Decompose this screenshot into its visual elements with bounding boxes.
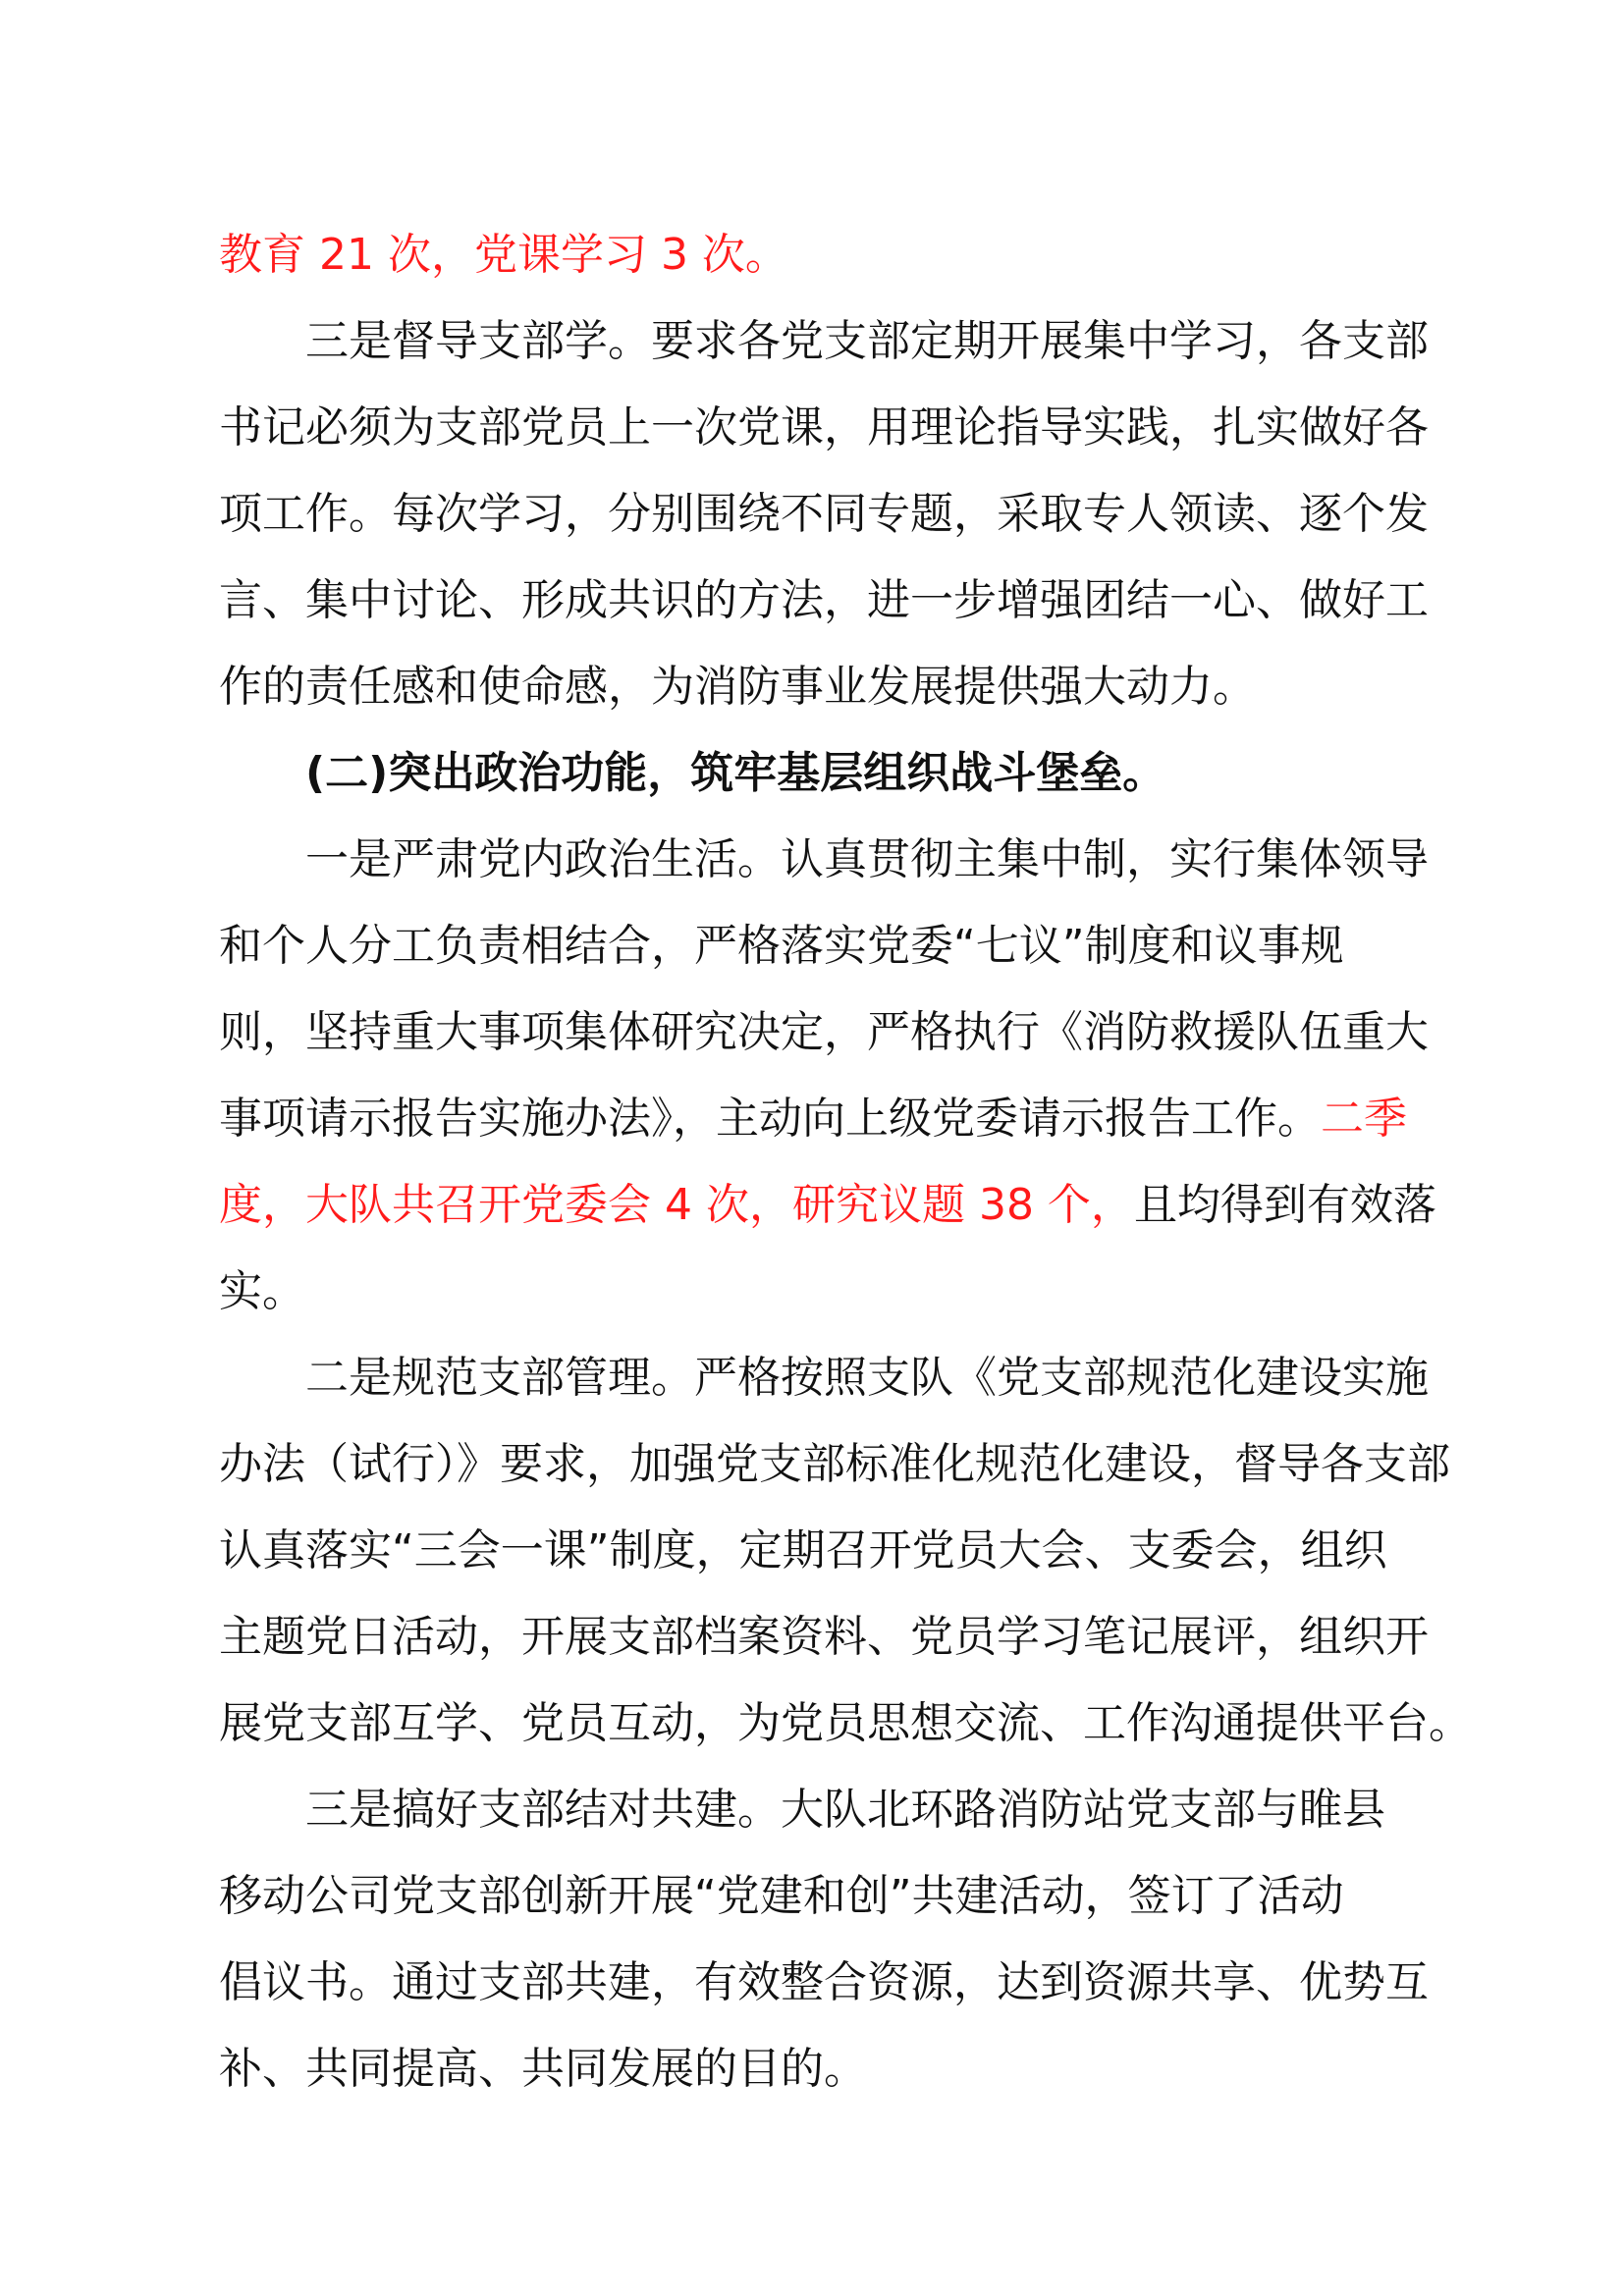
text-line	[219, 1767, 1385, 1853]
text-line	[219, 385, 1429, 471]
body-text: 则，坚持重大事项集体研究决定，严格执行《消防救援队伍重大	[219, 1007, 1429, 1057]
text-line	[219, 1421, 1450, 1508]
text-line	[219, 1249, 305, 1335]
body-text: 主题党日活动，开展支部档案资料、党员学习笔记展评，组织开	[219, 1612, 1429, 1662]
body-text: 事项请示报告实施办法》，主动向上级党委请示报告工作。	[219, 1094, 1321, 1144]
body-text: 办法（试行）》要求，加强党支部标准化规范化建设，督导各支部	[219, 1439, 1450, 1489]
body-text: 二是规范支部管理。严格按照支队《党支部规范化建设实施	[305, 1353, 1429, 1403]
body-text: 实。	[219, 1266, 305, 1316]
text-line	[219, 471, 1429, 558]
text-line	[219, 1594, 1429, 1681]
highlighted-text: 二季	[1321, 1094, 1407, 1144]
body-text: 项工作。每次学习，分别围绕不同专题，采取专人领读、逐个发	[219, 489, 1429, 539]
text-line	[219, 298, 1429, 385]
text-line	[219, 212, 788, 298]
text-line	[219, 1076, 1407, 1162]
text-line	[219, 1853, 1344, 1940]
text-line	[219, 989, 1429, 1076]
body-text: 三是搞好支部结对共建。大队北环路消防站党支部与睢县	[305, 1785, 1385, 1835]
text-line	[219, 644, 1256, 730]
text-line	[219, 1508, 1387, 1594]
text-line	[219, 903, 1344, 989]
body-text: 书记必须为支部党员上一次党课，用理论指导实践，扎实做好各	[219, 402, 1429, 453]
highlighted-text: 度，大队共召开党委会 4 次，研究议题 38 个，	[219, 1180, 1134, 1230]
body-text: 三是督导支部学。要求各党支部定期开展集中学习，各支部	[305, 316, 1429, 366]
body-text: 作的责任感和使命感，为消防事业发展提供强大动力。	[219, 662, 1256, 712]
text-line	[219, 817, 1429, 903]
highlighted-text: 教育 21 次，党课学习 3 次。	[219, 230, 788, 280]
body-text: 倡议书。通过支部共建，有效整合资源，达到资源共享、优势互	[219, 1957, 1429, 2007]
body-text: 且均得到有效落	[1133, 1180, 1436, 1230]
text-line	[219, 1681, 1472, 1767]
body-text: (二)突出政治功能，筑牢基层组织战斗堡垒。	[305, 748, 1166, 798]
body-text: 认真落实“三会一课”制度，定期召开党员大会、支委会，组织	[219, 1525, 1387, 1575]
text-line	[219, 1335, 1429, 1421]
body-text: 展党支部互学、党员互动，为党员思想交流、工作沟通提供平台。	[219, 1698, 1472, 1748]
text-line	[219, 558, 1429, 644]
body-text: 一是严肃党内政治生活。认真贯彻主集中制，实行集体领导	[305, 834, 1429, 884]
section-heading	[219, 730, 1165, 817]
body-text: 言、集中讨论、形成共识的方法，进一步增强团结一心、做好工	[219, 575, 1429, 625]
body-text: 和个人分工负责相结合，严格落实党委“七议”制度和议事规	[219, 921, 1344, 971]
text-line	[219, 1162, 1436, 1249]
text-line	[219, 1940, 1429, 2026]
body-text: 移动公司党支部创新开展“党建和创”共建活动，签订了活动	[219, 1871, 1344, 1921]
body-text: 补、共同提高、共同发展的目的。	[219, 2044, 867, 2094]
text-line	[219, 2026, 867, 2112]
